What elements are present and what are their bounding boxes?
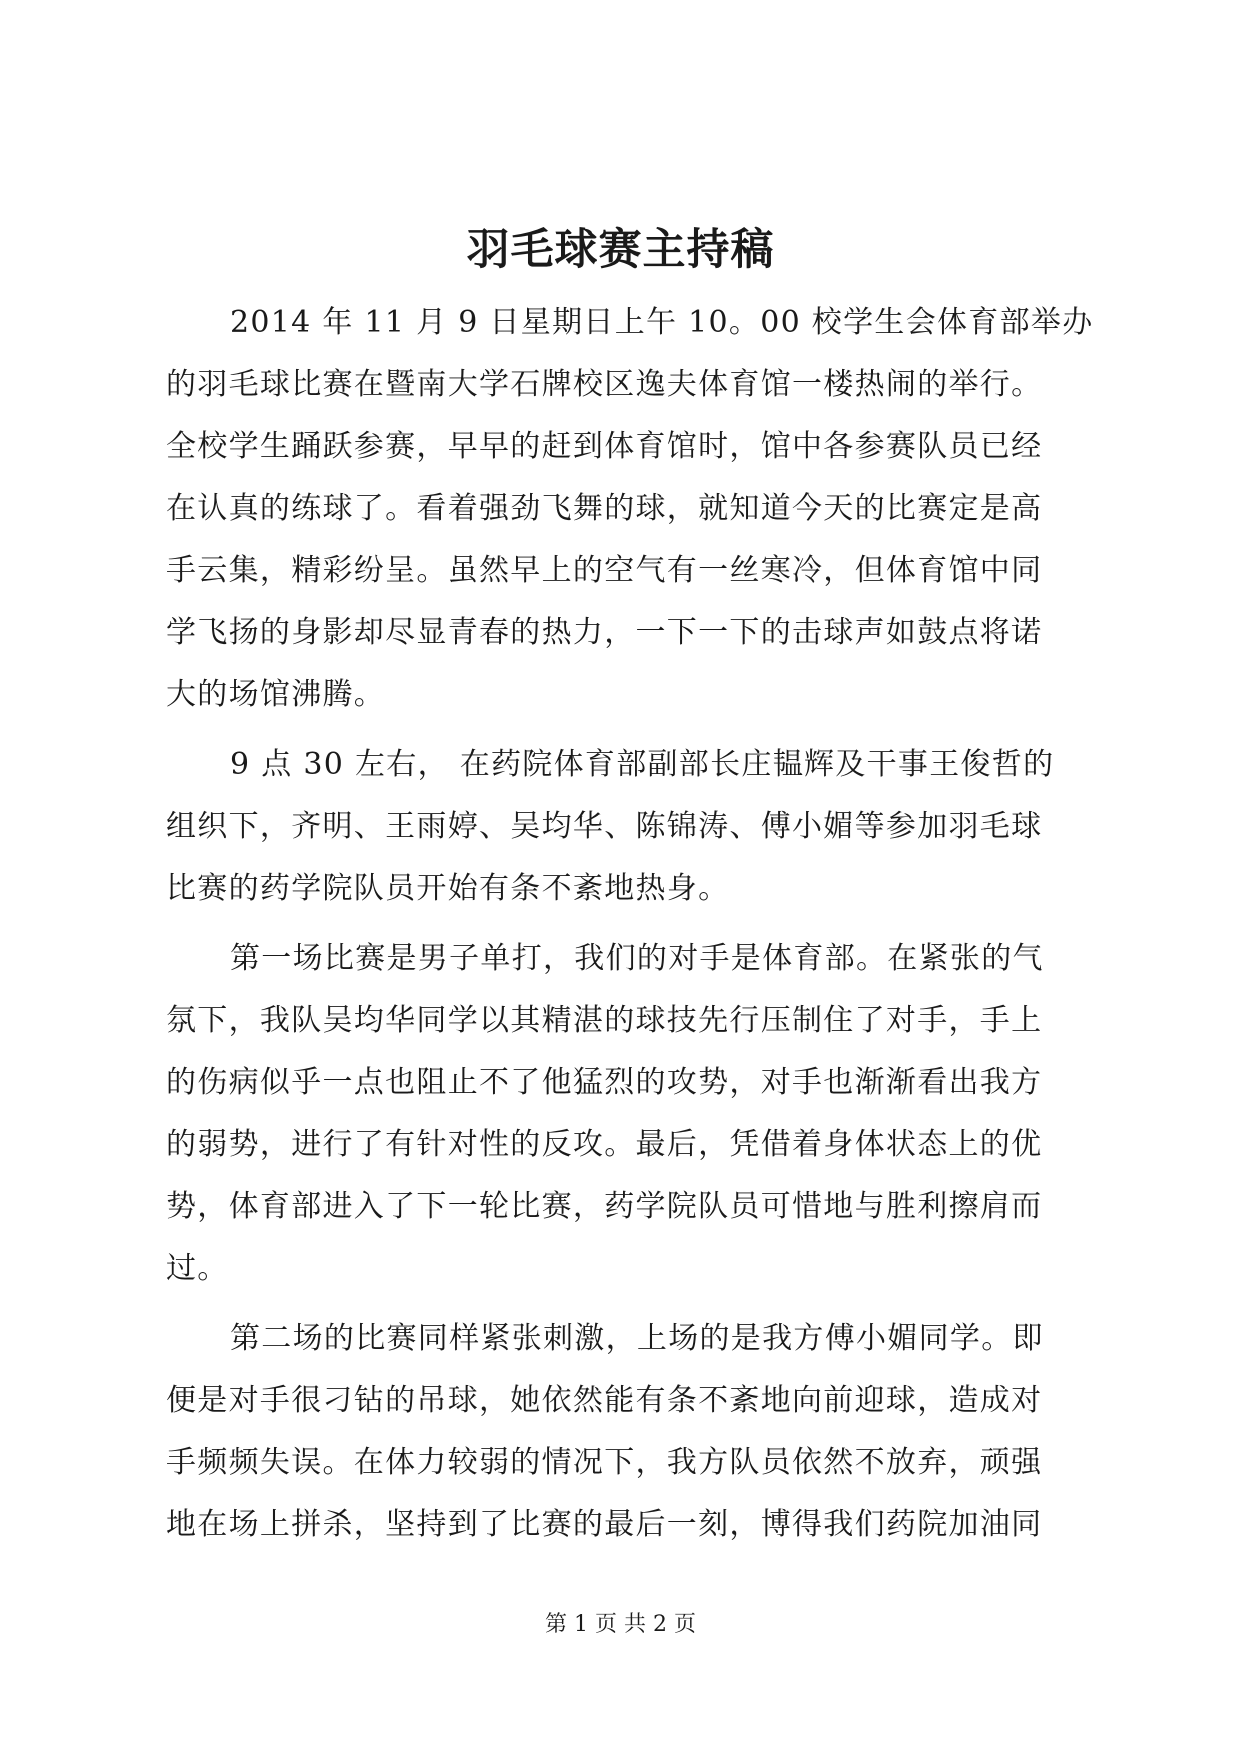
text-line: 在认真的练球了。看着强劲飞舞的球，就知道今天的比赛定是高 bbox=[166, 491, 1043, 526]
text-line: 第一场比赛是男子单打，我们的对手是体育部。在紧张的气 bbox=[230, 941, 1044, 976]
text-line: 比赛的药学院队员开始有条不紊地热身。 bbox=[166, 871, 730, 906]
text-line: 9 点 30 左右， 在药院体育部副部长庄韫辉及干事王俊哲的 bbox=[230, 747, 1055, 782]
text-line: 组织下，齐明、王雨婷、吴均华、陈锦涛、傅小媚等参加羽毛球 bbox=[166, 809, 1043, 844]
text-line: 学飞扬的身影却尽显青春的热力，一下一下的击球声如鼓点将诺 bbox=[166, 615, 1043, 650]
paragraph bbox=[166, 1308, 1086, 1556]
paragraph bbox=[166, 292, 1094, 726]
text-line: 的羽毛球比赛在暨南大学石牌校区逸夫体育馆一楼热闹的举行。 bbox=[166, 367, 1043, 402]
text-line: 过。 bbox=[166, 1251, 229, 1286]
text-line: 便是对手很刁钻的吊球，她依然能有条不紊地向前迎球，造成对 bbox=[166, 1383, 1043, 1418]
text-line: 2014 年 11 月 9 日星期日上午 10。00 校学生会体育部举办 bbox=[230, 305, 1094, 340]
text-line: 氛下，我队吴均华同学以其精湛的球技先行压制住了对手，手上 bbox=[166, 1003, 1043, 1038]
text-line: 第二场的比赛同样紧张刺激，上场的是我方傅小媚同学。即 bbox=[230, 1321, 1044, 1356]
text-line: 地在场上拼杀，坚持到了比赛的最后一刻，博得我们药院加油同 bbox=[166, 1507, 1043, 1542]
text-line: 大的场馆沸腾。 bbox=[166, 677, 386, 712]
text-line: 势，体育部进入了下一轮比赛，药学院队员可惜地与胜利擦肩而 bbox=[166, 1189, 1043, 1224]
document-title: 羽毛球赛主持稿 bbox=[466, 225, 775, 275]
text-line: 的伤病似乎一点也阻止不了他猛烈的攻势，对手也渐渐看出我方 bbox=[166, 1065, 1043, 1100]
text-line: 全校学生踊跃参赛，早早的赶到体育馆时，馆中各参赛队员已经 bbox=[166, 429, 1043, 464]
text-line: 的弱势，进行了有针对性的反攻。最后，凭借着身体状态上的优 bbox=[166, 1127, 1043, 1162]
text-line: 手频频失误。在体力较弱的情况下，我方队员依然不放弃，顽强 bbox=[166, 1445, 1043, 1480]
text-line: 手云集，精彩纷呈。虽然早上的空气有一丝寒冷，但体育馆中同 bbox=[166, 553, 1043, 588]
paragraph bbox=[166, 734, 1086, 920]
page-footer: 第 1 页 共 2 页 bbox=[545, 1612, 696, 1637]
document-body bbox=[166, 292, 1094, 1556]
paragraph bbox=[166, 928, 1086, 1300]
